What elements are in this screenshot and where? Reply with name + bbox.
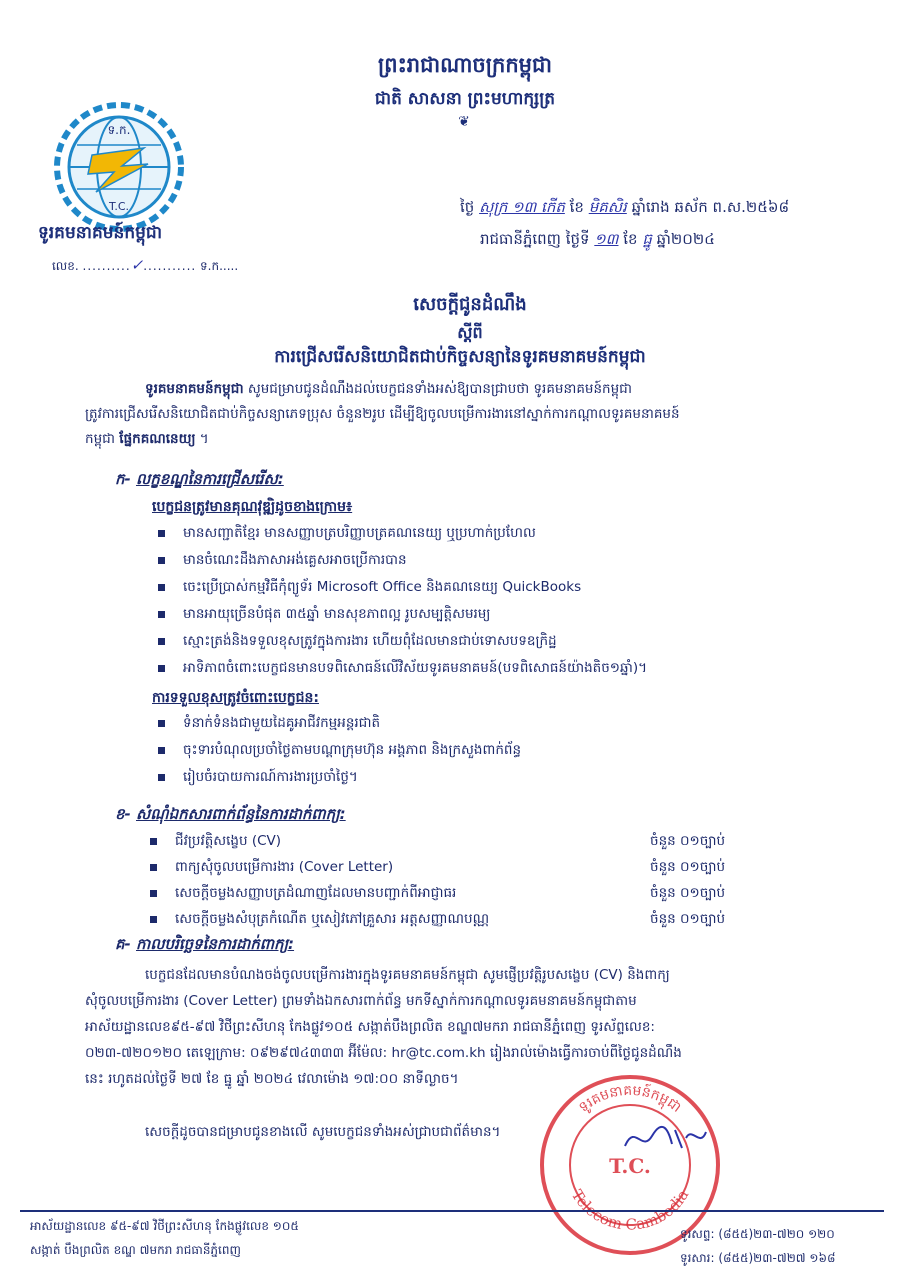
list-item-text: ទំនាក់ទំនងជាមួយដៃគូអាជីវកម្មអន្តរជាតិ bbox=[183, 715, 381, 731]
section-b-heading: ខ- សំណុំឯកសារពាក់ព័ន្ធនៃការដាក់ពាក្យ: bbox=[115, 805, 346, 823]
list-item bbox=[158, 714, 858, 734]
bullet-icon bbox=[158, 774, 165, 781]
list-item-text: អាទិភាពចំពោះបេក្ខជនមានបទពិសោធន៍លើវិស័យទូរគមនាគមន៍(បទពិសោធន៍យ៉ាងតិច១ឆ្នាំ)។ bbox=[183, 660, 648, 676]
bullet-icon bbox=[150, 864, 157, 871]
reference-number: លេខ. ..........✓........... ទ.ក..... bbox=[52, 256, 239, 274]
footer-address-1: អាស័យដ្ឋានលេខ ៩៥-៩៧ វិថីព្រះសីហនុ កែងផ្លូវលេខ ១០៥ bbox=[30, 1219, 299, 1233]
document-quantity: ចំនួន ០១ច្បាប់ bbox=[650, 859, 726, 875]
lunar-month: មិគសិរ bbox=[588, 198, 627, 216]
list-item bbox=[158, 524, 858, 544]
signature bbox=[620, 1118, 710, 1158]
list-item-text: ពាក្យសុំចូលបម្រើការងារ (Cover Letter) bbox=[175, 859, 394, 875]
list-item bbox=[158, 578, 858, 598]
logo-text-top: ទ.ក. bbox=[107, 123, 131, 137]
list-item bbox=[158, 632, 858, 652]
bullet-icon bbox=[158, 720, 165, 727]
document-item bbox=[150, 884, 770, 904]
logo-text-bottom: T.C. bbox=[108, 200, 130, 213]
section-c-heading: គ- កាលបរិច្ឆេទនៃការដាក់ពាក្យ: bbox=[115, 935, 295, 953]
ref-suffix: ទ.ក..... bbox=[200, 259, 239, 273]
closing-sentence: សេចក្តីដូចបានជម្រាបជូនខាងលើ សូមបេក្ខជនទាំងអស់ជ្រាបជាព័ត៌មាន។ bbox=[145, 1124, 501, 1140]
list-item-text: ចេះប្រើប្រាស់កម្មវិធីកុំព្យូទ័រ Microsoft Office និងគណនេយ្យ QuickBooks bbox=[183, 579, 582, 595]
list-item bbox=[158, 659, 858, 679]
bullet-icon bbox=[150, 890, 157, 897]
list-item bbox=[158, 551, 858, 571]
bullet-icon bbox=[150, 838, 157, 845]
notice-subject-label: ស្តីពី bbox=[457, 323, 483, 342]
bullet-icon bbox=[158, 747, 165, 754]
lunar-day: សុក្រ ១៣ កើត bbox=[479, 198, 565, 216]
document-item bbox=[150, 910, 770, 930]
footer-address-2: សង្កាត់ បឹងព្រលិត ខណ្ឌ ៧មករា រាជធានីភ្នំពេញ bbox=[30, 1243, 241, 1257]
list-item-text: មានចំណេះដឹងភាសាអង់គ្លេសអាចប្រើការបាន bbox=[183, 552, 407, 568]
bullet-icon bbox=[158, 530, 165, 537]
tc-logo bbox=[52, 100, 187, 235]
solar-day: ១៣ bbox=[594, 230, 619, 248]
motto-ornament: ❦ bbox=[458, 114, 472, 130]
footer-divider bbox=[20, 1210, 884, 1212]
document-quantity: ចំនួន ០១ច្បាប់ bbox=[650, 885, 726, 901]
intro-org-name: ទូរគមនាគមន៍កម្ពុជា bbox=[145, 381, 244, 397]
bullet-icon bbox=[150, 916, 157, 923]
section-a-heading: ក- លក្ខខណ្ឌនៃការជ្រើសរើស: bbox=[115, 470, 284, 488]
list-item-text: ចុះទារបំណុលប្រចាំថ្ងៃតាមបណ្តាក្រុមហ៊ុន អង្គភាព និងក្រសួងពាក់ព័ន្ធ bbox=[183, 742, 522, 758]
list-item-text: ជីវប្រវត្តិសង្ខេប (CV) bbox=[175, 833, 282, 849]
responsibilities-heading: ការទទួលខុសត្រូវចំពោះបេក្ខជន: bbox=[152, 690, 319, 706]
notice-title: សេចក្តីជូនដំណឹង bbox=[413, 294, 527, 315]
stamp-text-top: ទូរគមនាគមន៍កម្ពុជា bbox=[575, 1082, 685, 1116]
organization-name: ទូរគមនាគមន៍កម្ពុជា bbox=[38, 223, 163, 243]
qualifications-heading: បេក្ខជនត្រូវមានគុណវុឌ្ឍិដូចខាងក្រោម៖ bbox=[152, 499, 353, 515]
stamp-text-bottom: Telecom Cambodia bbox=[567, 1186, 693, 1234]
stamp-center: T.C. bbox=[609, 1154, 651, 1178]
list-item-text: មានអាយុច្រើនបំផុត ៣៥ឆ្នាំ មានសុខភាពល្អ រូបសម្បត្តិសមរម្យ bbox=[183, 606, 491, 622]
solar-date: រាជធានីភ្នំពេញ ថ្ងៃទី ១៣ ខែ ធ្នូ ឆ្នាំ២០២៤ bbox=[480, 230, 715, 248]
list-item-text: រៀបចំរបាយការណ៍ការងារប្រចាំថ្ងៃ។ bbox=[183, 769, 358, 785]
footer-phone: ទូរសព្ទ: (៨៥៥)២៣-៧២០ ១២០ bbox=[680, 1227, 835, 1241]
list-item bbox=[158, 768, 858, 788]
solar-month: ធ្នូ bbox=[642, 230, 652, 248]
ref-label: លេខ. bbox=[52, 259, 79, 273]
national-motto: ជាតិ សាសនា ព្រះមហាក្សត្រ bbox=[374, 89, 556, 109]
document-quantity: ចំនួន ០១ច្បាប់ bbox=[650, 833, 726, 849]
kingdom-heading: ព្រះរាជាណាចក្រកម្ពុជា bbox=[377, 53, 552, 77]
document-item bbox=[150, 858, 770, 878]
bullet-icon bbox=[158, 665, 165, 672]
document-item bbox=[150, 832, 770, 852]
list-item-text: មានសញ្ជាតិខ្មែរ មានសញ្ញាបត្របរិញ្ញាបត្រគណនេយ្យ ឬប្រហាក់ប្រហែល bbox=[183, 525, 536, 541]
submission-paragraph: បេក្ខជនដែលមានបំណងចង់ចូលបម្រើការងារក្នុងទូរគមនាគមន៍កម្ពុជា សូមផ្ញើប្រវត្តិរូបសង្ខេប (CV) និងពាក្យ សុំចូលបម្រើការងារ (Cover Letter) ព្រមទាំងឯកសារពាក់ព័ន្ធ មកទីស្នាក់ការកណ្តាលទូរគមនាគមន៍កម្ពុជាតាម អាស័យដ្ឋានលេខ៩៥-៩៧ វិថីព្រះសីហនុ កែងផ្លូវ១០៥ សង្កាត់បឹងព្រលិត ខណ្ឌ៧មករា រាជធានីភ្នំពេញ ទូរស័ព្ទលេខ: ០២៣-៧២០១២០ តេឡេក្រាម: ០៩២៩៧៤៣៣៣ អ៊ីម៉ែល: hr@tc.com.kh រៀងរាល់ម៉ោងធ្វើការចាប់ពីថ្ងៃជូនដំណឹង នេះ រហូតដល់ថ្ងៃទី ២៧ ខែ ធ្នូ ឆ្នាំ ២០២៤ វេលាម៉ោង ១៧:០០ នាទីល្ងាច។ bbox=[85, 967, 682, 1087]
list-item bbox=[158, 741, 858, 761]
bullet-icon bbox=[158, 557, 165, 564]
list-item bbox=[158, 605, 858, 625]
footer-fax: ទូរសារ: (៨៥៥)២៣-៧២៧ ១៦៨ bbox=[680, 1251, 836, 1265]
document-quantity: ចំនួន ០១ច្បាប់ bbox=[650, 911, 726, 927]
bullet-icon bbox=[158, 638, 165, 645]
bullet-icon bbox=[158, 611, 165, 618]
intro-paragraph: ទូរគមនាគមន៍កម្ពុជា សូមជម្រាបជូនដំណឹងដល់បេក្ខជនទាំងអស់ឱ្យបានជ្រាបថា ទូរគមនាគមន៍កម្ពុជា ត្រូវការជ្រើសរើសនិយោជិតជាប់កិច្ចសន្យាភេទប្រុស ចំនួន២រូប ដើម្បីឱ្យចូលបម្រើការងារនៅស្នាក់ការកណ្តាលទូរគមនាគមន៍ កម្ពុជា ផ្នែកគណនេយ្យ ។ bbox=[85, 381, 680, 447]
lunar-date: ថ្ងៃ សុក្រ ១៣ កើត ខែ មិគសិរ ឆ្នាំរោង ឆស័ក ព.ស.២៥៦៨ bbox=[460, 198, 790, 216]
list-item-text: សេចក្តីចម្លងសញ្ញាបត្រដំណាញដែលមានបញ្ជាក់ពីអាជ្ញាធរ bbox=[175, 885, 457, 901]
list-item-text: សេចក្តីចម្លងសំបុត្រកំណើត ឬសៀវភៅគ្រួសារ អត្តសញ្ញាណបណ្ណ bbox=[175, 911, 490, 927]
notice-subject: ការជ្រើសរើសនិយោជិតជាប់កិច្ចសន្យានៃទូរគមនាគមន៍កម្ពុជា bbox=[274, 347, 646, 367]
bullet-icon bbox=[158, 584, 165, 591]
list-item-text: ស្មោះត្រង់និងទទួលខុសត្រូវក្នុងការងារ ហើយពុំដែលមានជាប់ទោសបទឧក្រិដ្ឋ bbox=[183, 633, 557, 649]
